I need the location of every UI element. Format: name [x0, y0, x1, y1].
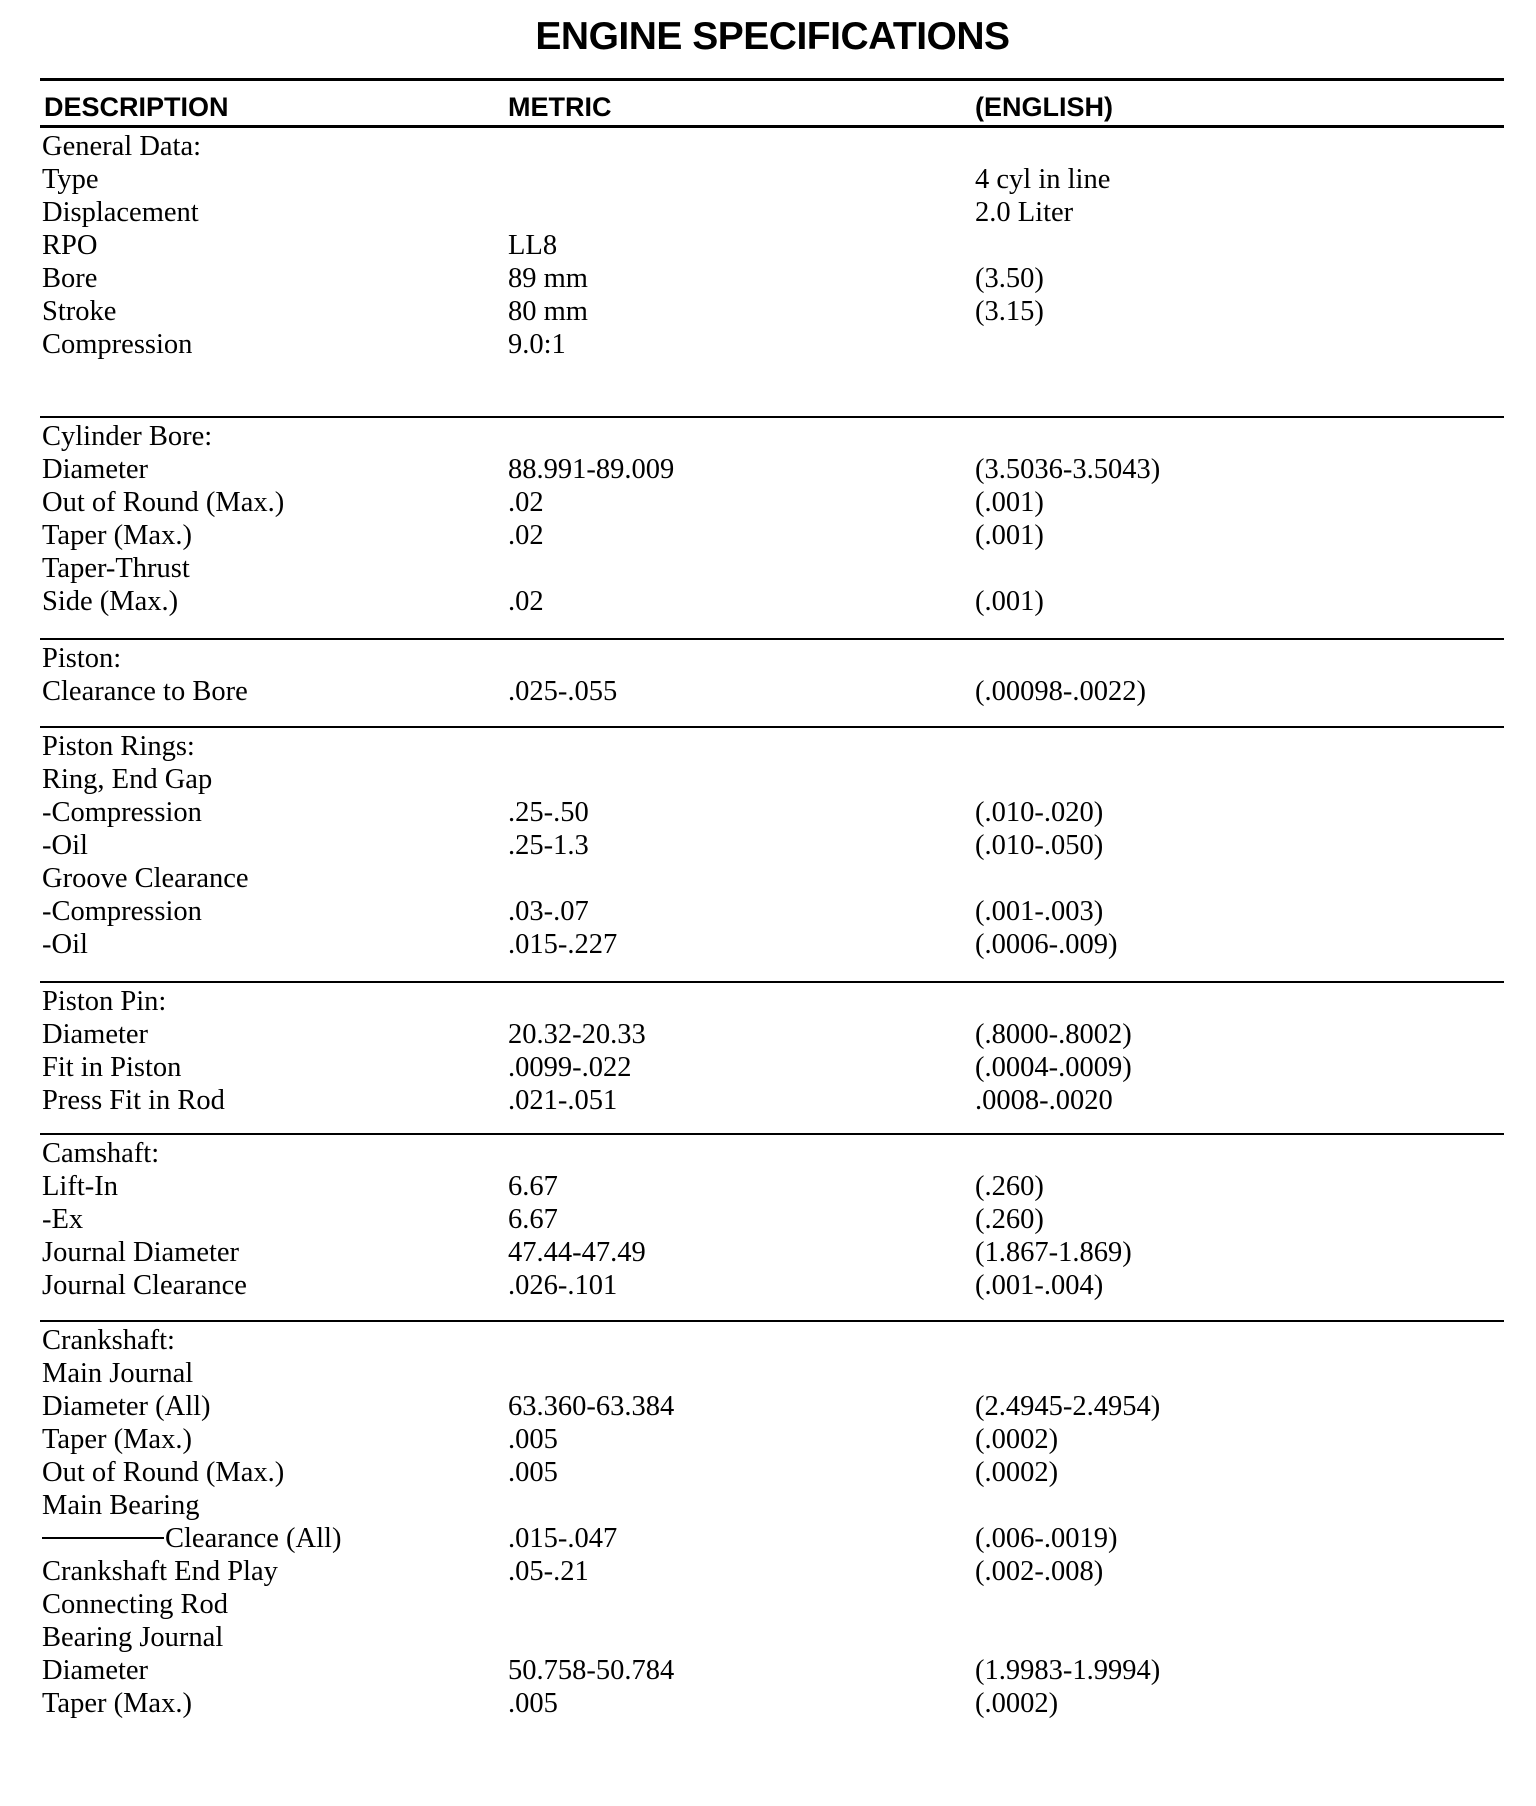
table-row [40, 1555, 1504, 1588]
description-cell: Journal Clearance [42, 1270, 247, 1301]
spec-section [40, 418, 1504, 640]
metric-cell: .005 [508, 1688, 558, 1719]
metric-cell [508, 1621, 975, 1654]
description-cell: Crankshaft: [42, 1325, 175, 1356]
table-row [40, 486, 1504, 519]
metric-cell [508, 1357, 975, 1390]
english-cell [975, 642, 1504, 675]
metric-cell: 80 mm [508, 296, 588, 327]
table-row [40, 552, 1504, 585]
metric-cell: 6.67 [508, 1171, 558, 1202]
table-row [40, 262, 1504, 295]
description-cell: -Compression [42, 896, 202, 927]
table-row [40, 328, 1504, 361]
description-cell: Taper-Thrust [42, 553, 190, 584]
metric-cell: 89 mm [508, 263, 588, 294]
description-cell: -Oil [42, 830, 88, 861]
metric-cell: .025-.055 [508, 676, 618, 707]
english-cell [975, 1324, 1504, 1357]
english-cell: (.0004-.0009) [975, 1052, 1132, 1083]
english-cell: (1.867-1.869) [975, 1237, 1132, 1268]
metric-cell: 63.360-63.384 [508, 1391, 675, 1422]
table-row [40, 420, 1504, 453]
table-row [40, 163, 1504, 196]
table-row [40, 519, 1504, 552]
english-cell: (.010-.050) [975, 830, 1104, 861]
table-row [40, 1357, 1504, 1390]
english-cell [975, 552, 1504, 585]
table-row [40, 1588, 1504, 1621]
table-row [40, 862, 1504, 895]
english-cell [975, 328, 1504, 361]
english-cell [975, 130, 1504, 163]
spec-section [40, 128, 1504, 418]
description-cell: Stroke [42, 296, 117, 327]
english-cell: (.001-.003) [975, 896, 1104, 927]
description-cell: Clearance to Bore [42, 676, 248, 707]
metric-cell: .015-.227 [508, 929, 618, 960]
english-cell: (3.50) [975, 263, 1044, 294]
table-row [40, 928, 1504, 961]
column-header-metric: METRIC [508, 92, 612, 122]
description-cell: Crankshaft End Play [42, 1556, 278, 1587]
english-cell: (3.15) [975, 296, 1044, 327]
table-row [40, 1203, 1504, 1236]
metric-cell: .02 [508, 520, 544, 551]
description-cell: Displacement [42, 197, 199, 228]
metric-cell: 50.758-50.784 [508, 1655, 675, 1686]
spec-table [40, 78, 1504, 1720]
english-cell [975, 420, 1504, 453]
metric-cell [508, 642, 975, 675]
page-title: ENGINE SPECIFICATIONS [535, 15, 1010, 58]
metric-cell [508, 763, 975, 796]
metric-cell: .02 [508, 586, 544, 617]
metric-cell [508, 130, 975, 163]
description-cell: Taper (Max.) [42, 1424, 192, 1455]
table-row [40, 196, 1504, 229]
english-cell: (.001) [975, 520, 1044, 551]
table-row [40, 1654, 1504, 1687]
description-cell: Lift-In [42, 1171, 118, 1202]
english-cell: (.00098-.0022) [975, 676, 1146, 707]
table-row [40, 1423, 1504, 1456]
english-cell: (.0002) [975, 1424, 1059, 1455]
table-row [40, 1018, 1504, 1051]
english-cell [975, 763, 1504, 796]
table-row [40, 1051, 1504, 1084]
description-cell: Journal Diameter [42, 1237, 240, 1268]
table-row [40, 1137, 1504, 1170]
description-cell: Fit in Piston [42, 1052, 182, 1083]
description-cell: Diameter [42, 454, 149, 485]
description-cell: -Compression [42, 797, 202, 828]
table-row [40, 985, 1504, 1018]
description-cell: Bearing Journal [42, 1622, 224, 1653]
metric-cell: 47.44-47.49 [508, 1237, 646, 1268]
english-cell: (.002-.008) [975, 1556, 1104, 1587]
english-cell: (.006-.0019) [975, 1523, 1118, 1554]
description-cell: Type [42, 164, 99, 195]
metric-cell [508, 163, 975, 196]
english-cell [975, 1588, 1504, 1621]
metric-cell: .25-1.3 [508, 830, 589, 861]
metric-cell [508, 862, 975, 895]
spec-section [40, 1322, 1504, 1720]
metric-cell: .03-.07 [508, 896, 589, 927]
table-row [40, 1522, 1504, 1555]
english-cell: (.260) [975, 1204, 1044, 1235]
description-cell: RPO [42, 230, 98, 261]
description-cell: Diameter (All) [42, 1391, 211, 1422]
metric-cell: 6.67 [508, 1204, 558, 1235]
description-cell [40, 1522, 508, 1555]
description-cell: Press Fit in Rod [42, 1085, 225, 1116]
table-row [40, 796, 1504, 829]
table-row [40, 829, 1504, 862]
table-row [40, 295, 1504, 328]
english-cell [975, 1621, 1504, 1654]
metric-cell: .021-.051 [508, 1085, 618, 1116]
english-cell: (.0002) [975, 1688, 1059, 1719]
table-row [40, 585, 1504, 618]
table-body [40, 128, 1504, 1720]
metric-cell [508, 1588, 975, 1621]
english-cell: (.001) [975, 586, 1044, 617]
metric-cell [508, 196, 975, 229]
english-cell: (.001-.004) [975, 1270, 1104, 1301]
table-row [40, 1324, 1504, 1357]
description-text: Clearance (All) [165, 1523, 342, 1554]
english-cell: (.001) [975, 487, 1044, 518]
english-cell [975, 862, 1504, 895]
english-cell: (.260) [975, 1171, 1044, 1202]
table-row [40, 763, 1504, 796]
table-row [40, 1687, 1504, 1720]
english-cell: (.8000-.8002) [975, 1019, 1132, 1050]
description-cell: Taper (Max.) [42, 520, 192, 551]
description-cell: General Data: [42, 131, 202, 162]
english-cell: 2.0 Liter [975, 197, 1074, 228]
description-cell: Cylinder Bore: [42, 421, 213, 452]
metric-cell: .026-.101 [508, 1270, 618, 1301]
table-row [40, 130, 1504, 163]
spec-section [40, 728, 1504, 983]
metric-cell [508, 552, 975, 585]
metric-cell: 9.0:1 [508, 329, 566, 360]
table-row [40, 1489, 1504, 1522]
metric-cell [508, 730, 975, 763]
metric-cell: .005 [508, 1424, 558, 1455]
english-cell: (1.9983-1.9994) [975, 1655, 1161, 1686]
column-header-english: (ENGLISH) [975, 92, 1113, 122]
description-cell: Piston Rings: [42, 731, 195, 762]
english-cell: 4 cyl in line [975, 164, 1111, 195]
metric-cell: .005 [508, 1457, 558, 1488]
metric-cell [508, 1137, 975, 1170]
description-cell: Diameter [42, 1019, 149, 1050]
english-cell: (2.4945-2.4954) [975, 1391, 1161, 1422]
table-row [40, 675, 1504, 708]
english-cell [975, 985, 1504, 1018]
metric-cell: .02 [508, 487, 544, 518]
description-cell: Compression [42, 329, 193, 360]
metric-cell: 20.32-20.33 [508, 1019, 646, 1050]
description-cell: Groove Clearance [42, 863, 249, 894]
description-cell: Bore [42, 263, 98, 294]
table-row [40, 229, 1504, 262]
description-cell: Piston Pin: [42, 986, 167, 1017]
table-header [40, 81, 1504, 128]
description-cell: Side (Max.) [42, 586, 179, 617]
description-cell: -Ex [42, 1204, 84, 1235]
metric-cell: .05-.21 [508, 1556, 589, 1587]
description-cell: Main Journal [42, 1358, 194, 1389]
spec-section [40, 983, 1504, 1135]
description-cell: Out of Round (Max.) [42, 487, 285, 518]
metric-cell [508, 1324, 975, 1357]
table-row [40, 1170, 1504, 1203]
english-cell: .0008-.0020 [975, 1085, 1113, 1116]
description-cell: Connecting Rod [42, 1589, 229, 1620]
english-cell: (.0006-.009) [975, 929, 1118, 960]
table-row [40, 1084, 1504, 1117]
table-row [40, 730, 1504, 763]
description-cell: Diameter [42, 1655, 149, 1686]
english-cell: (3.5036-3.5043) [975, 454, 1161, 485]
english-cell: (.0002) [975, 1457, 1059, 1488]
metric-cell: .015-.047 [508, 1523, 618, 1554]
table-row [40, 1269, 1504, 1302]
description-cell: Main Bearing [42, 1490, 200, 1521]
column-header-description: DESCRIPTION [44, 92, 229, 122]
metric-cell: LL8 [508, 230, 558, 261]
leader-rule [42, 1537, 164, 1539]
metric-cell [508, 985, 975, 1018]
english-cell [975, 1357, 1504, 1390]
table-row [40, 453, 1504, 486]
table-row [40, 1621, 1504, 1654]
english-cell [975, 730, 1504, 763]
table-row [40, 1456, 1504, 1489]
english-cell: (.010-.020) [975, 797, 1104, 828]
english-cell [975, 1489, 1504, 1522]
table-row [40, 642, 1504, 675]
english-cell [975, 229, 1504, 262]
description-cell: Taper (Max.) [42, 1688, 192, 1719]
table-row [40, 1390, 1504, 1423]
table-row [40, 895, 1504, 928]
metric-cell: .0099-.022 [508, 1052, 632, 1083]
metric-cell: 88.991-89.009 [508, 454, 675, 485]
description-cell: Ring, End Gap [42, 764, 213, 795]
description-cell: Piston: [42, 643, 122, 674]
english-cell [975, 1137, 1504, 1170]
description-cell: Out of Round (Max.) [42, 1457, 285, 1488]
metric-cell [508, 1489, 975, 1522]
metric-cell [508, 420, 975, 453]
spec-section [40, 1135, 1504, 1322]
description-cell: Camshaft: [42, 1138, 160, 1169]
table-row [40, 1236, 1504, 1269]
metric-cell: .25-.50 [508, 797, 589, 828]
spec-section [40, 640, 1504, 728]
description-cell: -Oil [42, 929, 88, 960]
